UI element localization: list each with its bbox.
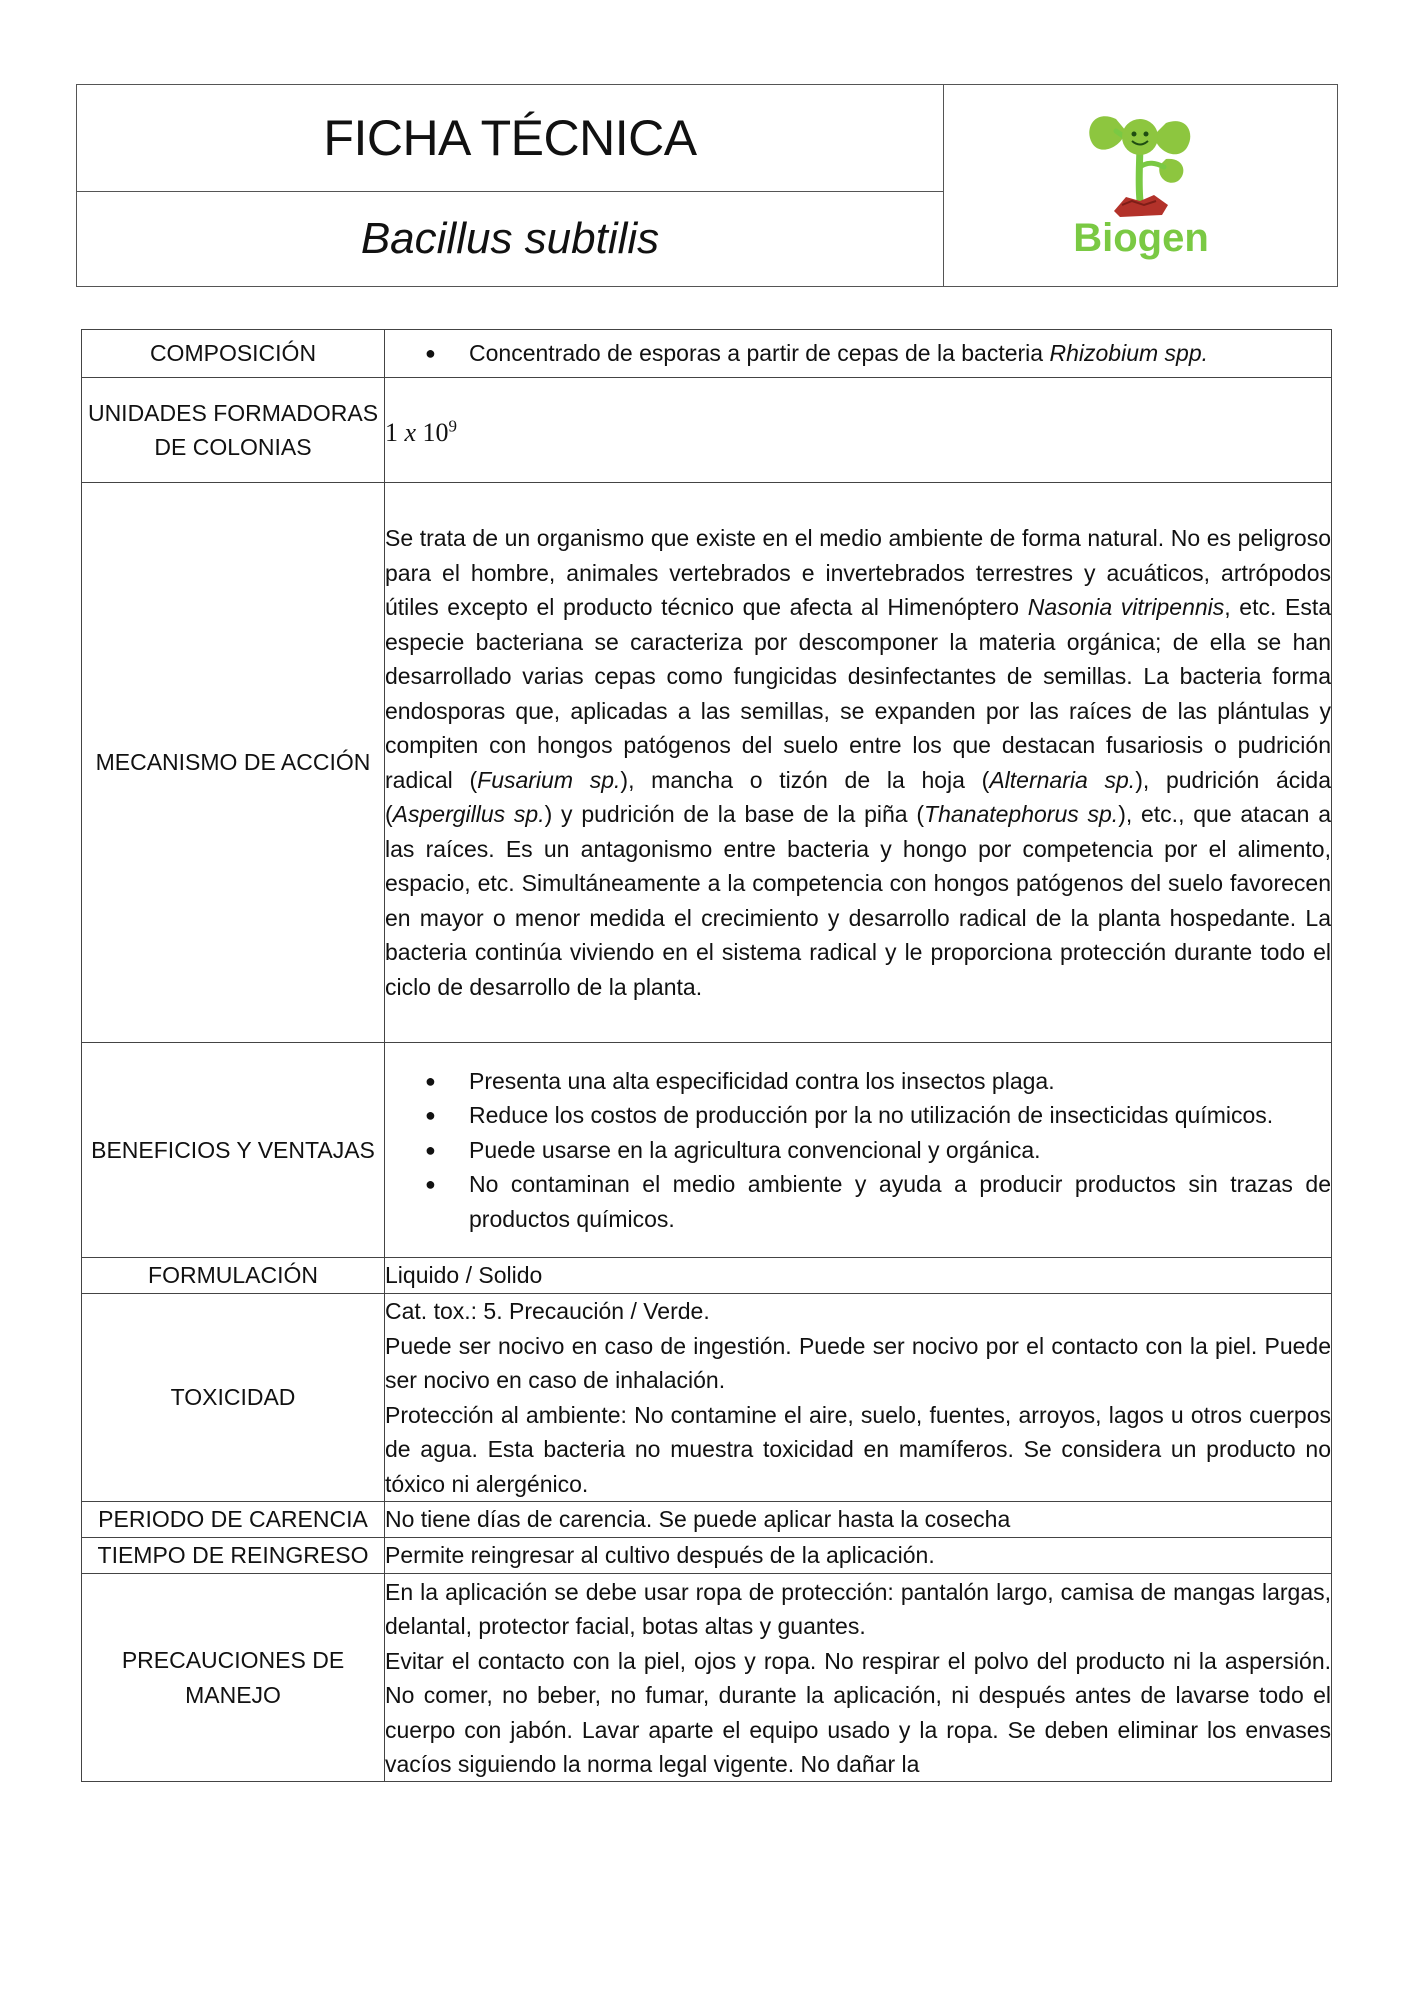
value-mecanismo: Se trata de un organismo que existe en el medio ambiente de forma natural. No es peligroso para el hombre, animales vertebrados e invertebrados terrestres y acuáticos, artrópodos útiles excepto el producto técnico que afecta al Himenóptero Nasonia vitripennis, etc. Esta especie bacteriana se caracteriza por descomponer la materia orgánica; de ella se han desarrollado varias cepas como fungicidas desinfectantes de semillas. La bacteria forma endosporas que, aplicadas a las semillas, se expanden por las raíces de las plántulas y compiten con hongos patógenos del suelo entre los que destacan fusariosis o pudrición radical (Fusarium sp.), mancha o tizón de la hoja (Alternaria sp.), pudrición ácida (Aspergillus sp.) y pudrición de la base de la piña (Thanatephorus sp.), etc., que atacan a las raíces. Es un antagonismo entre bacteria y hongo por competencia por el alimento, espacio, etc. Simultáneamente a la competencia con hongos patógenos del suelo favorecen en mayor o menor medida el crecimiento y desarrollo radical de la planta hospedante. La bacteria continúa viviendo en el sistema radical y le proporciona protección durante todo el ciclo de desarrollo de la planta. (385, 483, 1332, 1043)
value-precauciones (385, 1574, 1332, 1782)
composicion-organism: Rhizobium spp. (1049, 340, 1209, 367)
label-composicion: COMPOSICIÓN (82, 330, 385, 378)
value-formulacion: Liquido / Solido (385, 1258, 1332, 1294)
label-precauciones: PRECAUCIONES DE MANEJO (82, 1574, 385, 1782)
list-item: ● No contaminan el medio ambiente y ayuda a producir productos sin trazas de productos químicos. (469, 1167, 1331, 1236)
list-item: ● Reduce los costos de producción por la no utilización de insecticidas químicos. (469, 1098, 1331, 1133)
row-mecanismo (82, 483, 1332, 1043)
row-ufc (82, 378, 1332, 483)
product-name: Bacillus subtilis (360, 214, 660, 263)
toxicity-environment: Protección al ambiente: No contamine el aire, suelo, fuentes, arroyos, lagos u otros cuerpos de agua. Esta bacteria no muestra toxicidad en mamíferos. Se considera un producto no tóxico ni alergénico. (385, 1401, 1331, 1497)
row-reingreso (82, 1538, 1332, 1574)
page-title: FICHA TÉCNICA (77, 85, 943, 192)
label-toxicidad: TOXICIDAD (82, 1294, 385, 1502)
value-carencia: No tiene días de carencia. Se puede aplicar hasta la cosecha (385, 1502, 1332, 1538)
biogen-logo (1056, 101, 1226, 271)
header-left (77, 85, 944, 286)
header-box (76, 84, 1338, 287)
row-precauciones (82, 1574, 1332, 1782)
list-item: ● Puede usarse en la agricultura convencional y orgánica. (469, 1133, 1331, 1168)
list-item: ● Presenta una alta especificidad contra los insectos plaga. (469, 1064, 1331, 1099)
precaution-handling: Evitar el contacto con la piel, ojos y ropa. No respirar el polvo del producto ni la aspersión. No comer, no beber, no fumar, durante la aplicación, ni después antes de lavarse todo el cuerpo con jabón. Lavar aparte el equipo usado y la ropa. Se deben eliminar los envases vacíos siguiendo la norma legal vigente. No dañar la (385, 1647, 1331, 1777)
precaution-ppe: En la aplicación se debe usar ropa de protección: pantalón largo, camisa de mangas largas, delantal, protector facial, botas altas y guantes. (385, 1578, 1331, 1639)
value-toxicidad (385, 1294, 1332, 1502)
value-reingreso: Permite reingresar al cultivo después de la aplicación. (385, 1538, 1332, 1574)
value-beneficios (385, 1043, 1332, 1258)
composicion-text: Concentrado de esporas a partir de cepas de la bacteria (469, 340, 1050, 367)
row-formulacion (82, 1258, 1332, 1294)
label-formulacion: FORMULACIÓN (82, 1258, 385, 1294)
value-ufc (385, 378, 1332, 483)
composicion-list (385, 336, 1331, 371)
logo-cell (944, 85, 1337, 286)
row-beneficios (82, 1043, 1332, 1258)
row-composicion (82, 330, 1332, 378)
toxicity-health: Puede ser nocivo en caso de ingestión. Puede ser nocivo por el contacto con la piel. Puede ser nocivo en caso de inhalación. (385, 1332, 1331, 1393)
sprout-icon (1089, 116, 1190, 201)
precauciones-text (385, 1575, 1331, 1781)
logo-text: Biogen (1072, 215, 1209, 260)
label-carencia: PERIODO DE CARENCIA (82, 1502, 385, 1538)
list-item (469, 336, 1331, 371)
spec-table (81, 329, 1332, 1782)
beneficios-list (385, 1064, 1331, 1237)
label-mecanismo: MECANISMO DE ACCIÓN (82, 483, 385, 1043)
row-toxicidad (82, 1294, 1332, 1502)
row-carencia (82, 1502, 1332, 1538)
label-beneficios: BENEFICIOS Y VENTAJAS (82, 1043, 385, 1258)
label-reingreso: TIEMPO DE REINGRESO (82, 1538, 385, 1574)
toxicity-category: Cat. tox.: 5. Precaución / Verde. (385, 1298, 710, 1324)
label-ufc: UNIDADES FORMADORAS DE COLONIAS (82, 378, 385, 483)
value-composicion (385, 330, 1332, 378)
cfu-value: 1 x $10^9$ (385, 416, 458, 448)
